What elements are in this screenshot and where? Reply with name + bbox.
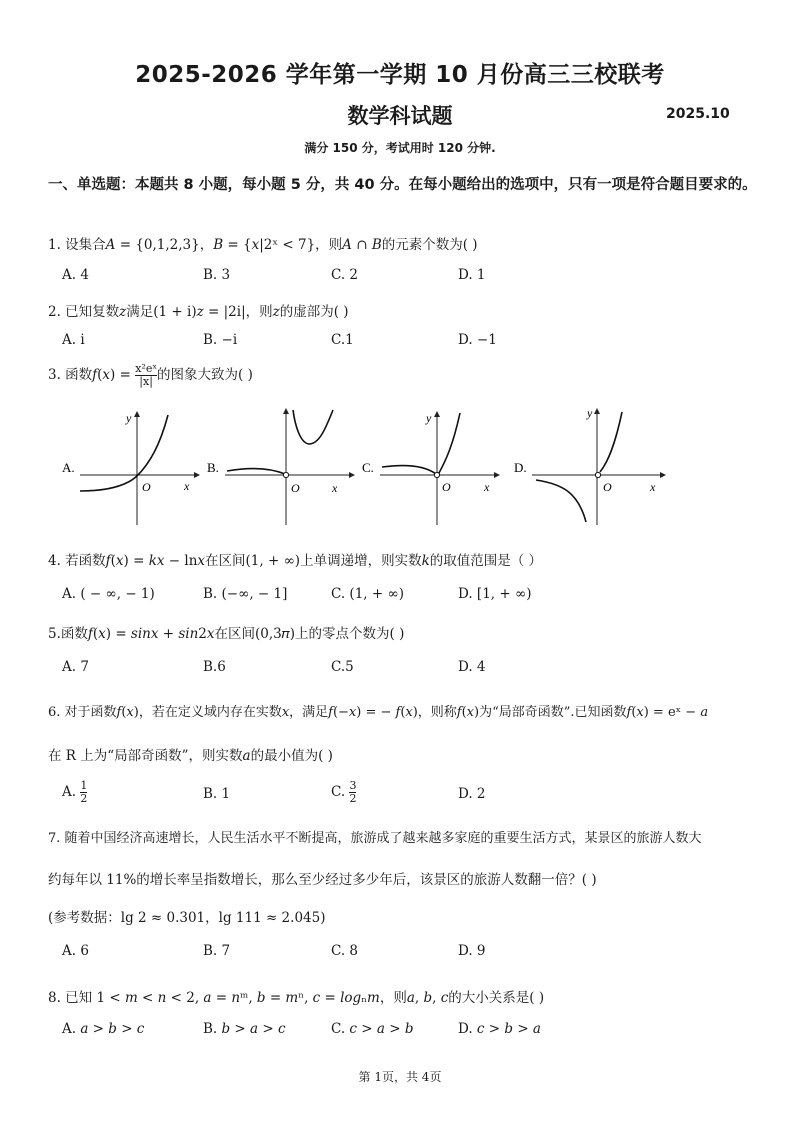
question-8-option-d: D. 𝑐 > 𝑏 > 𝑎 xyxy=(458,1021,541,1037)
question-6-option-a-numerator: 1 xyxy=(80,779,88,792)
graph-a-y-label: y xyxy=(126,411,132,425)
question-4-option-b: B. (−∞, − 1] xyxy=(203,586,288,602)
graph-a xyxy=(60,405,200,527)
graph-b-open-point xyxy=(283,472,288,477)
graph-d-y-arrow xyxy=(594,408,600,414)
graph-b-left-curve xyxy=(227,469,285,474)
question-6-option-c xyxy=(331,780,356,805)
graph-b-label: B. xyxy=(207,460,219,475)
question-3-stem xyxy=(48,363,253,388)
graph-a-x-arrow xyxy=(194,472,200,478)
graph-c-left-curve xyxy=(382,465,436,474)
graph-c-x-arrow xyxy=(494,472,500,478)
question-7-option-d: D. 9 xyxy=(458,943,486,959)
question-7-line-1: 7. 随着中国经济高速增长，人民生活水平不断提高，旅游成了越来越多家庭的重要生活方式，某景区的旅游人数大 xyxy=(48,831,702,846)
graph-c-y-label: y xyxy=(426,411,432,425)
question-5-option-c: C.5 xyxy=(331,659,354,675)
question-6-option-d: D. 2 xyxy=(458,786,486,802)
graph-b-right-curve xyxy=(293,410,333,444)
graph-b-y-arrow xyxy=(283,408,289,414)
question-6-line-2: 在 R 上为“局部奇函数”，则实数𝑎的最小值为( ) xyxy=(48,748,333,764)
question-7-reference: (参考数据：lg 2 ≈ 0.301，lg 111 ≈ 2.045) xyxy=(48,910,326,926)
graph-a-label: A. xyxy=(62,460,75,475)
question-3-fraction xyxy=(135,363,157,388)
question-6-option-b: B. 1 xyxy=(203,786,231,802)
section-heading: 一、单选题：本题共 8 小题，每小题 5 分，共 40 分。在每小题给出的选项中，只有一项是符合题目要求的。 xyxy=(48,177,757,193)
question-4-option-a: A. ( − ∞, − 1) xyxy=(62,586,155,602)
graph-d xyxy=(512,400,667,527)
graph-d-x-arrow xyxy=(660,472,666,478)
question-7-option-c: C. 8 xyxy=(331,943,359,959)
question-6-option-c-fraction xyxy=(349,780,356,805)
question-2-option-a: A. i xyxy=(62,332,85,348)
question-5-option-d: D. 4 xyxy=(458,659,486,675)
question-1-option-c: C. 2 xyxy=(331,267,359,283)
graph-a-curve xyxy=(80,415,168,491)
graph-c-right-curve xyxy=(439,413,460,473)
graph-c-origin: O xyxy=(442,480,451,494)
question-8-option-b: B. 𝑏 > 𝑎 > 𝑐 xyxy=(203,1021,286,1037)
exam-date: 2025.10 xyxy=(666,106,730,122)
question-5-stem: 5.函数𝑓(𝑥) = 𝑠𝑖𝑛𝑥 + 𝑠𝑖𝑛2𝑥在区间(0,3𝜋)上的零点个数为( ) xyxy=(48,626,405,642)
question-5-option-a: A. 7 xyxy=(62,659,89,675)
question-1-option-d: D. 1 xyxy=(458,267,486,283)
graph-c-label: C. xyxy=(362,460,374,475)
graph-b-origin: O xyxy=(291,481,300,495)
question-1-option-b: B. 3 xyxy=(203,267,231,283)
question-8-stem: 8. 已知 1 < 𝑚 < 𝑛 < 2, 𝑎 = 𝑛ᵐ, 𝑏 = 𝑚ⁿ, 𝑐 = 𝑙𝑜𝑔ₙ𝑚，则𝑎, 𝑏, 𝑐的大小关系是( ) xyxy=(48,990,545,1006)
question-4-stem: 4. 若函数𝑓(𝑥) = 𝑘𝑥 − ln𝑥在区间(1, + ∞)上单调递增，则实数𝑘的取值范围是（ ） xyxy=(48,553,543,569)
question-1-option-a: A. 4 xyxy=(62,267,89,283)
question-6-option-c-denominator: 2 xyxy=(349,792,357,805)
question-7-option-a: A. 6 xyxy=(62,943,89,959)
subject-title: 数学科试题 xyxy=(347,104,453,128)
question-6-option-a-label: A. xyxy=(62,784,77,800)
question-2-stem: 2. 已知复数𝑧满足(1 + i)𝑧 = |2i|，则𝑧的虚部为( ) xyxy=(48,304,349,320)
question-1-stem: 1. 设集合𝐴 = {0,1,2,3}，𝐵 = {𝑥|2ˣ < 7}，则𝐴 ∩ 𝐵的元素个数为( ) xyxy=(48,237,478,253)
graph-a-y-arrow xyxy=(134,411,140,417)
graph-d-left-curve xyxy=(536,480,586,522)
graph-c xyxy=(360,405,500,527)
exam-title: 2025-2026 学年第一学期 10 月份高三三校联考 xyxy=(135,62,665,88)
question-2-option-b: B. −i xyxy=(203,332,238,348)
graph-d-x-label: x xyxy=(650,480,656,494)
question-4-option-c: C. (1, + ∞) xyxy=(331,586,404,602)
graph-d-origin: O xyxy=(603,480,612,494)
graph-b xyxy=(205,400,355,527)
question-6-option-a-fraction xyxy=(80,780,87,805)
question-3-stem-suffix: 的图象大致为( ) xyxy=(157,367,253,383)
question-3-fraction-numerator: x²eˣ xyxy=(135,362,158,375)
question-2-option-d: D. −1 xyxy=(458,332,497,348)
graph-c-x-label: x xyxy=(484,480,490,494)
exam-info: 满分 150 分，考试用时 120 分钟. xyxy=(304,141,496,155)
question-4-option-d: D. [1, + ∞) xyxy=(458,586,532,602)
graph-a-x-label: x xyxy=(184,479,190,493)
graph-b-x-arrow xyxy=(349,472,355,478)
graph-d-right-curve xyxy=(600,412,622,472)
graph-d-y-label: y xyxy=(587,406,593,420)
question-7-option-b: B. 7 xyxy=(203,943,231,959)
question-3-fraction-denominator: |x| xyxy=(135,375,157,388)
page-footer: 第 1页，共 4页 xyxy=(358,1070,442,1084)
graph-c-y-arrow xyxy=(434,411,440,417)
graph-d-open-point xyxy=(595,472,600,477)
question-8-option-c: C. 𝑐 > 𝑎 > 𝑏 xyxy=(331,1021,414,1037)
question-3-stem-prefix: 3. 函数𝑓(𝑥) = xyxy=(48,367,136,383)
graph-d-label: D. xyxy=(514,460,527,475)
graph-a-origin: O xyxy=(142,480,151,494)
graph-b-x-label: x xyxy=(332,481,338,495)
graph-c-open-point xyxy=(434,472,439,477)
question-6-option-a xyxy=(62,780,87,805)
question-7-line-2: 约每年以 11%的增长率呈指数增长，那么至少经过多少年后，该景区的旅游人数翻一倍？( ) xyxy=(48,872,597,888)
question-2-option-c: C.1 xyxy=(331,332,354,348)
question-6-line-1: 6. 对于函数𝑓(𝑥)，若在定义域内存在实数𝑥，满足𝑓(−𝑥) = − 𝑓(𝑥)，则称𝑓(𝑥)为“局部奇函数”.已知函数𝑓(𝑥) = eˣ − 𝑎 xyxy=(48,705,709,720)
question-6-option-a-denominator: 2 xyxy=(80,792,88,805)
question-8-option-a: A. 𝑎 > 𝑏 > 𝑐 xyxy=(62,1021,145,1037)
question-5-option-b: B.6 xyxy=(203,659,226,675)
question-6-option-c-label: C. xyxy=(331,784,346,800)
question-6-option-c-numerator: 3 xyxy=(349,779,357,792)
